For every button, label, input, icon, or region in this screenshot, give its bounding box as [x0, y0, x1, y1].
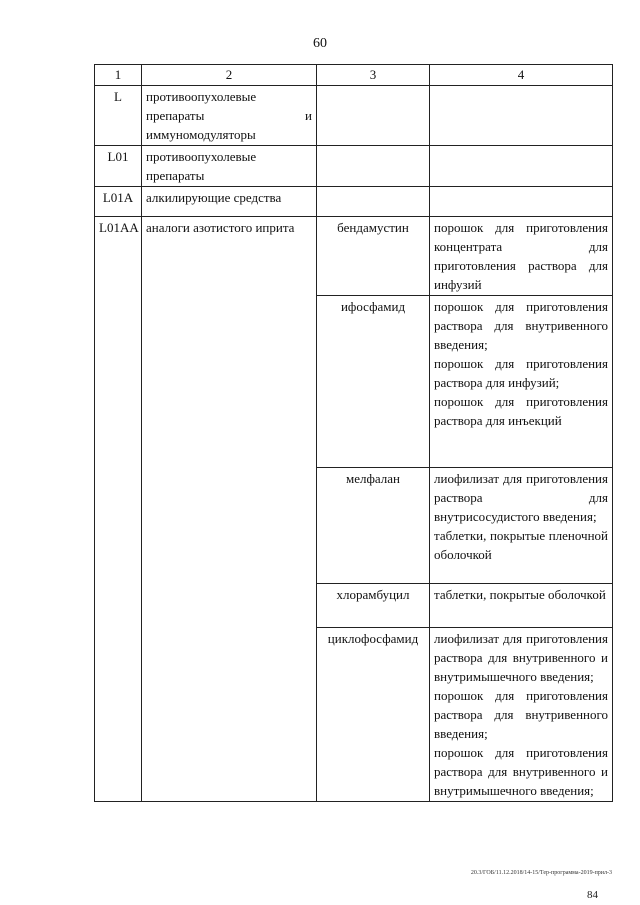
dosage-form-text: порошок для приготовления концентрата для приготовления раствора для инфузий	[434, 220, 608, 292]
inn-cell	[317, 146, 430, 187]
group-name-cell: противоопухолевые препараты	[142, 146, 317, 187]
group-name-cell: аналоги азотистого иприта	[142, 217, 317, 802]
atc-code-cell: L01A	[95, 187, 142, 217]
dosage-form-text: порошок для приготовления раствора для внутривенного и внутримышечного введения;	[434, 745, 608, 798]
drug-table	[94, 64, 613, 802]
form-cell	[430, 217, 613, 296]
atc-code-cell: L	[95, 86, 142, 146]
inn-cell: бендамустин	[317, 217, 430, 296]
group-name-cell: противоопухолевые препараты и иммуномодуляторы	[142, 86, 317, 146]
inn-cell: мелфалан	[317, 468, 430, 584]
form-cell	[430, 468, 613, 584]
table-header-row	[95, 65, 613, 86]
header-cell-2: 2	[142, 65, 317, 86]
group-name-cell: алкилирующие средства	[142, 187, 317, 217]
table-row	[95, 86, 613, 146]
form-cell	[430, 86, 613, 146]
page-stamp: 84	[587, 889, 598, 901]
inn-cell	[317, 86, 430, 146]
form-cell	[430, 296, 613, 468]
form-cell	[430, 628, 613, 802]
header-cell-3: 3	[317, 65, 430, 86]
dosage-form-text: лиофилизат для приготовления раствора для внутривенного и внутримышечного введения;	[434, 631, 608, 684]
document-footer: 20.3/ГОБ/11.12.2018/14-15/Тер-программа-2019-прил-3	[470, 870, 612, 876]
page-number: 60	[313, 36, 327, 51]
atc-code-cell: L01	[95, 146, 142, 187]
form-cell	[430, 146, 613, 187]
form-cell	[430, 584, 613, 628]
inn-cell	[317, 187, 430, 217]
atc-code-cell: L01AA	[95, 217, 142, 802]
dosage-form-text: таблетки, покрытые оболочкой	[434, 587, 606, 602]
table-row	[95, 217, 613, 296]
dosage-form-text: таблетки, покрытые пленочной оболочкой	[434, 528, 608, 562]
dosage-form-text: порошок для приготовления раствора для внутривенного введения;	[434, 299, 608, 352]
header-cell-1: 1	[95, 65, 142, 86]
header-cell-4: 4	[430, 65, 613, 86]
dosage-form-text: порошок для приготовления раствора для внутривенного введения;	[434, 688, 608, 741]
dosage-form-text: лиофилизат для приготовления раствора для внутрисосудистого введения;	[434, 471, 608, 524]
table-row	[95, 146, 613, 187]
inn-cell: ифосфамид	[317, 296, 430, 468]
inn-cell: хлорамбуцил	[317, 584, 430, 628]
dosage-form-text: порошок для приготовления раствора для инфузий;	[434, 356, 608, 390]
dosage-form-text: порошок для приготовления раствора для инъекций	[434, 394, 608, 428]
form-cell	[430, 187, 613, 217]
inn-cell: циклофосфамид	[317, 628, 430, 802]
table-row	[95, 187, 613, 217]
